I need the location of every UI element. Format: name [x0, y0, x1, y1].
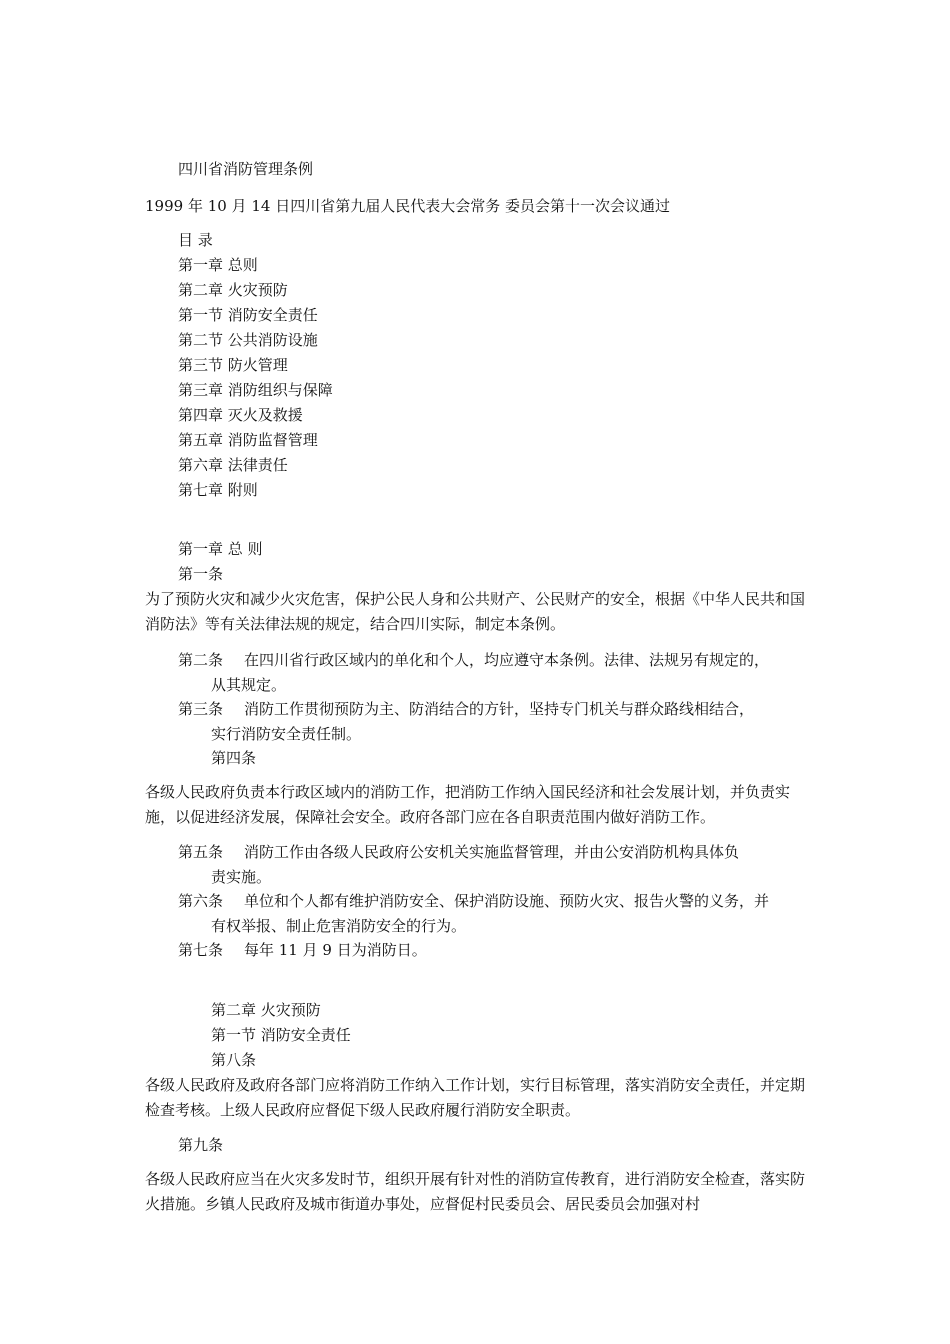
document-subtitle: 1999 年 10 月 14 日四川省第九届人民代表大会常务 委员会第十一次会议通过 [145, 197, 670, 215]
article-text-continued: 责实施。 [211, 868, 272, 886]
article-label: 第五条 [178, 843, 224, 861]
document-title: 四川省消防管理条例 [178, 160, 314, 178]
toc-item: 第六章 法律责任 [178, 456, 288, 474]
toc-heading: 目 录 [178, 231, 213, 249]
article-text: 单位和个人都有维护消防安全、保护消防设施、预防火灾、报告火警的义务，并 [244, 892, 770, 910]
article-text: 各级人民政府应当在火灾多发时节，组织开展有针对性的消防宣传教育，进行消防安全检查，落实防火措施。乡镇人民政府及城市街道办事处，应督促村民委员会、居民委员会加强对村 [145, 1170, 806, 1213]
article [178, 648, 810, 698]
toc-item: 第五章 消防监督管理 [178, 431, 318, 449]
article-label: 第六条 [178, 892, 224, 910]
toc-item: 第四章 灭火及救援 [178, 406, 303, 424]
article-text: 各级人民政府负责本行政区域内的消防工作，把消防工作纳入国民经济和社会发展计划，并负责实施，以促进经济发展，保障社会安全。政府各部门应在各自职责范围内做好消防工作。 [145, 783, 791, 826]
article-text: 各级人民政府及政府各部门应将消防工作纳入工作计划，实行目标管理，落实消防安全责任，并定期检查考核。上级人民政府应督促下级人民政府履行消防安全职责。 [145, 1076, 806, 1119]
article-label: 第四条 [211, 749, 257, 767]
article-label: 第八条 [211, 1051, 257, 1069]
article-text: 消防工作贯彻预防为主、防消结合的方针，坚持专门机关与群众路线相结合， [244, 700, 755, 718]
toc-item: 第七章 附则 [178, 481, 258, 499]
article-label: 第一条 [178, 565, 224, 583]
chapter-heading: 第二章 火灾预防 [211, 1001, 321, 1019]
section-heading: 第一节 消防安全责任 [211, 1026, 351, 1044]
toc-item: 第二节 公共消防设施 [178, 331, 318, 349]
article-text: 为了预防火灾和减少火灾危害，保护公民人身和公共财产、公民财产的安全，根据《中华人民共和国消防法》等有关法律法规的规定，结合四川实际，制定本条例。 [145, 590, 806, 633]
article [178, 840, 810, 890]
article-label: 第三条 [178, 700, 224, 718]
article-text-continued: 从其规定。 [211, 676, 287, 694]
toc-item: 第三节 防火管理 [178, 356, 288, 374]
article-text: 在四川省行政区域内的单化和个人，均应遵守本条例。法律、法规另有规定的， [244, 651, 770, 669]
toc-item: 第三章 消防组织与保障 [178, 381, 333, 399]
article [178, 889, 810, 939]
article-text: 每年 11 月 9 日为消防日。 [244, 941, 427, 959]
article [178, 938, 810, 963]
article-text-continued: 实行消防安全责任制。 [211, 725, 362, 743]
article [178, 697, 810, 747]
article-label: 第七条 [178, 941, 224, 959]
chapter-heading: 第一章 总 则 [178, 540, 263, 558]
article-label: 第二条 [178, 651, 224, 669]
toc-item: 第一节 消防安全责任 [178, 306, 318, 324]
article-label: 第九条 [178, 1136, 224, 1154]
article-text: 消防工作由各级人民政府公安机关实施监督管理，并由公安消防机构具体负 [244, 843, 740, 861]
article-text-continued: 有权举报、制止危害消防安全的行为。 [211, 917, 467, 935]
toc-item: 第一章 总则 [178, 256, 258, 274]
toc-item: 第二章 火灾预防 [178, 281, 288, 299]
